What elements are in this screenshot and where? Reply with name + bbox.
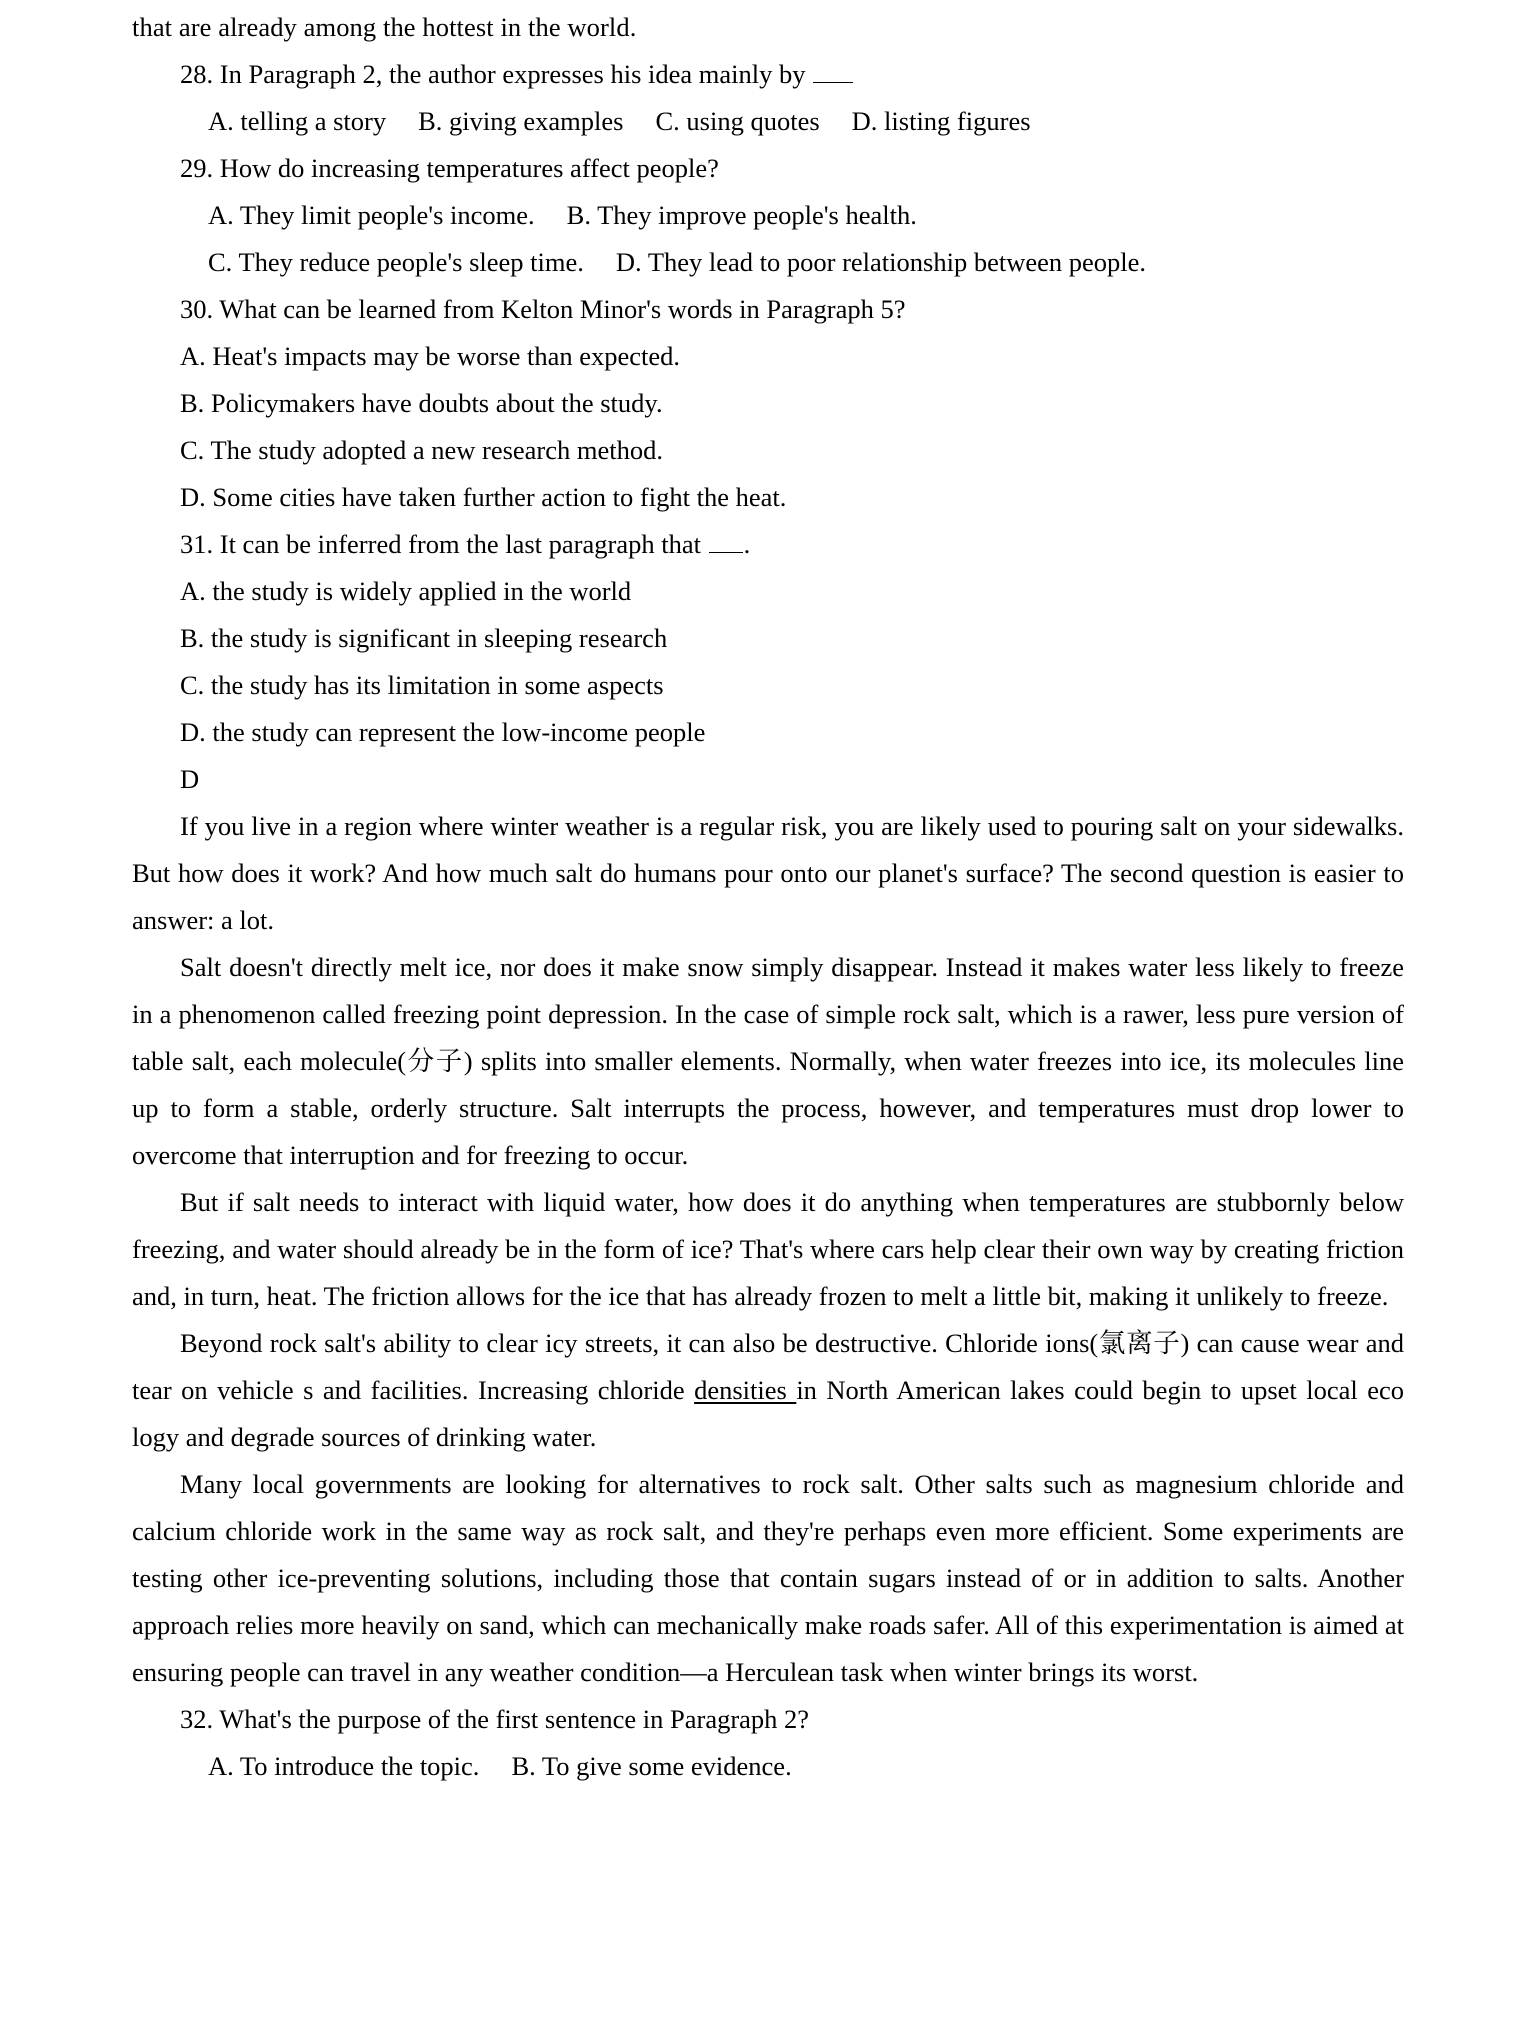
question-30-text: What can be learned from Kelton Minor's words in Paragraph 5? xyxy=(219,294,906,324)
question-31-stem xyxy=(132,521,1404,568)
section-label: D xyxy=(180,764,200,794)
question-28-options xyxy=(132,98,1404,145)
question-28-text: In Paragraph 2, the author expresses his idea mainly by xyxy=(219,59,806,89)
passage-paragraph-3: But if salt needs to interact with liquid water, how does it do anything when temperatures are stubbornly below freezing, and water should already be in the form of ice? That's where cars help clear their own way by creating friction and, in turn, heat. The friction allows for the ice that has already frozen to melt a little bit, making it unlikely to freeze. xyxy=(132,1187,1404,1311)
option-29-c[interactable]: C. They reduce people's sleep time. xyxy=(208,247,584,277)
passage-paragraph-1: If you live in a region where winter weather is a regular risk, you are likely used to pouring salt on your sidewalks. But how does it work? And how much salt do humans pour onto our planet's surface? The second question is easier to answer: a lot. xyxy=(132,811,1404,935)
paragraph-4-before-text: Beyond rock salt's ability to clear icy streets, it can also be destructive. Chloride ions(氯离子) can cause wear and tear on vehicle s and facilities. Increasing chloride xyxy=(132,1328,1404,1405)
page-content xyxy=(132,0,1404,1790)
option-30-a[interactable]: A. Heat's impacts may be worse than expected. xyxy=(180,341,681,371)
option-29-d[interactable]: D. They lead to poor relationship between people. xyxy=(615,247,1146,277)
question-32-options xyxy=(132,1743,1404,1790)
option-28-b[interactable]: B. giving examples xyxy=(418,106,624,136)
answer-blank xyxy=(813,66,853,83)
continuation-line: that are already among the hottest in the world. xyxy=(132,12,637,42)
option-28-a[interactable]: A. telling a story xyxy=(208,106,387,136)
question-29-number: 29. xyxy=(180,153,214,183)
question-30-number: 30. xyxy=(180,294,214,324)
question-29-stem xyxy=(132,145,1404,192)
paragraph-4-after-text: in North American lakes could begin to upset local eco logy and degrade sources of drinking water. xyxy=(132,1375,1404,1452)
question-31-number: 31. xyxy=(180,529,214,559)
underlined-term: densities xyxy=(694,1375,797,1405)
passage-paragraph-5: Many local governments are looking for alternatives to rock salt. Other salts such as magnesium chloride and calcium chloride work in the same way as rock salt, and they're perhaps even more efficient. Some experiments are testing other ice-preventing solutions, including those that contain sugars instead of or in addition to salts. Another approach relies more heavily on sand, which can mechanically make roads safer. All of this experimentation is aimed at ensuring people can travel in any weather condition—a Herculean task when winter brings its worst. xyxy=(132,1469,1404,1687)
option-28-d[interactable]: D. listing figures xyxy=(851,106,1031,136)
question-29-options-row2 xyxy=(132,239,1404,286)
option-30-b[interactable]: B. Policymakers have doubts about the study. xyxy=(180,388,663,418)
option-32-a[interactable]: A. To introduce the topic. xyxy=(208,1751,480,1781)
question-31-text: It can be inferred from the last paragraph that xyxy=(219,529,701,559)
option-30-d[interactable]: D. Some cities have taken further action to fight the heat. xyxy=(180,482,787,512)
option-30-c[interactable]: C. The study adopted a new research method. xyxy=(180,435,663,465)
option-31-c[interactable]: C. the study has its limitation in some aspects xyxy=(180,670,664,700)
question-32-number: 32. xyxy=(180,1704,214,1734)
question-31-stem-tail: . xyxy=(743,529,751,559)
option-29-a[interactable]: A. They limit people's income. xyxy=(208,200,535,230)
passage-paragraph-4-underlined xyxy=(132,1320,1404,1461)
answer-blank xyxy=(709,536,743,553)
option-28-c[interactable]: C. using quotes xyxy=(655,106,820,136)
option-29-b[interactable]: B. They improve people's health. xyxy=(566,200,917,230)
question-28-number: 28. xyxy=(180,59,214,89)
question-32-stem xyxy=(132,1696,1404,1743)
question-29-text: How do increasing temperatures affect people? xyxy=(219,153,719,183)
passage-paragraph-2: Salt doesn't directly melt ice, nor does it make snow simply disappear. Instead it makes water less likely to freeze in a phenomenon called freezing point depression. In the case of simple rock salt, which is a rawer, less pure version of table salt, each molecule(分子) splits into smaller elements. Normally, when water freezes into ice, its molecules line up to form a stable, orderly structure. Salt interrupts the process, however, and temperatures must drop lower to overcome that interruption and for freezing to occur. xyxy=(132,952,1404,1170)
option-31-b[interactable]: B. the study is significant in sleeping research xyxy=(180,623,668,653)
question-32-text: What's the purpose of the first sentence in Paragraph 2? xyxy=(219,1704,810,1734)
question-30-stem xyxy=(132,286,1404,333)
option-31-a[interactable]: A. the study is widely applied in the world xyxy=(180,576,632,606)
option-31-d[interactable]: D. the study can represent the low-income people xyxy=(180,717,706,747)
question-29-options-row1 xyxy=(132,192,1404,239)
option-32-b[interactable]: B. To give some evidence. xyxy=(511,1751,792,1781)
question-28-stem xyxy=(132,51,1404,98)
